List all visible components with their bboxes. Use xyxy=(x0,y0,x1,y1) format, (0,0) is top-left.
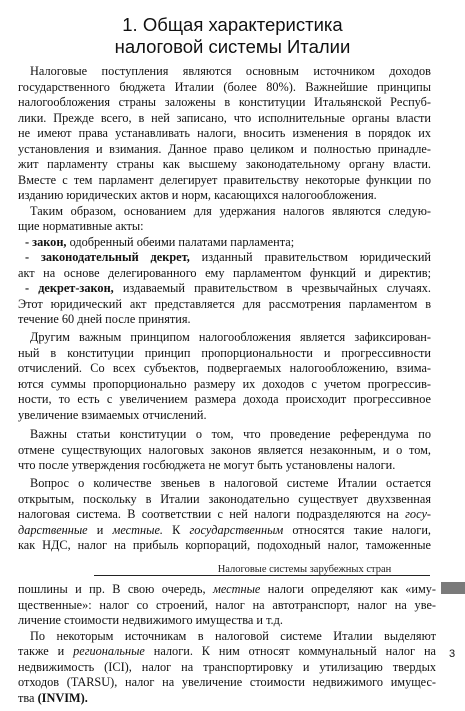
paragraph-line: налоговая система. В соответствии с ней налоги подразделяются на госу- xyxy=(18,507,431,521)
paragraph-line: Другим важным принципом налогообложения является зафиксирован- xyxy=(30,330,431,344)
paragraph-line: как НДС, налог на прибыль корпораций, подоходный налог, таможенные xyxy=(18,538,431,552)
paragraph-line: Таким образом, основанием для удержания налогов являются следую- xyxy=(30,204,431,218)
paragraph-line: ный в конституции принцип пропорциональности и прогрессивности xyxy=(18,346,431,360)
paragraph-line: недвижимость (ICI), налог на транспортировку и утилизацию твердых xyxy=(18,660,436,674)
paragraph-line: Вопрос о количестве звеньев в налоговой системе Италии остается xyxy=(30,476,431,490)
paragraph-line: отходов (TARSU), налог на увеличение стоимости недвижимого имущес- xyxy=(18,675,436,689)
paragraph-line: Этот юридический акт представляется для рассмотрения парламентом в xyxy=(18,297,431,311)
paragraph-line: Важны статьи конституции о том, что проведение референдума по xyxy=(30,427,431,441)
paragraph-line: По некоторым источникам в налоговой системе Италии выделяют xyxy=(30,629,436,643)
paragraph-line: щественные»: налог со строений, налог на автотранспорт, налог на уве- xyxy=(18,598,436,612)
paragraph-line: акт на основе делегированного ему парламентом функций и директив; xyxy=(18,266,431,280)
paragraph-line: отчислений. Со всех субъектов, подвергаемых налогообложению, взима- xyxy=(18,361,431,375)
paragraph-line: жит парламенту страны как высшему законодательному органу власти. xyxy=(18,157,431,171)
paragraph-line: тва (INVIM). xyxy=(18,691,88,705)
paragraph-line: государственного бюджета Италии (более 80%). Важнейшие принципы xyxy=(18,80,431,94)
margin-mark: 3 xyxy=(449,648,456,660)
paragraph-line: личение стоимости недвижимого имущества и т.д. xyxy=(18,613,283,627)
paragraph-line: также и региональные налоги. К ним относят коммунальный налог на xyxy=(18,644,437,658)
term-decree-law: - декрет-закон, xyxy=(25,281,114,295)
paragraph-line: ности, то есть с увеличением размера дохода происходит прогрессивное xyxy=(18,392,431,406)
list-item-legislative-decree: - законодательный декрет, изданный правительством юридический xyxy=(25,250,431,264)
paragraph-line: щие нормативные акты: xyxy=(18,219,144,233)
paragraph-line: течение 60 дней после принятия. xyxy=(18,312,191,326)
list-item-decree-law: - декрет-закон, издаваемый правительством в чрезвычайных случаях. xyxy=(25,281,431,295)
paragraph-line: пошлины и пр. В свою очередь, местные налоги определяют как «иму- xyxy=(18,582,436,596)
list-item-law: - закон, одобренный обеими палатами парламента; xyxy=(25,235,295,249)
paragraph-line: изданию юридических актов и норм, касающихся налогообложения. xyxy=(18,188,377,202)
paragraph-line: ются суммы пропорционально размеру их доходов с учетом прогрессив- xyxy=(18,377,431,391)
paragraph-line: отмене существующих налоговых законов является незаконным, и о том, xyxy=(18,443,431,457)
chapter-title-line-1: 1. Общая характеристика xyxy=(122,14,343,35)
paragraph-line: Вместе с тем парламент делегирует правительству некоторые функции по xyxy=(18,173,431,187)
chapter-title-line-2: налоговой системы Италии xyxy=(114,36,351,57)
margin-bar xyxy=(441,582,465,594)
running-head: Налоговые системы зарубежных стран xyxy=(217,564,392,575)
paragraph-line: дарственные и местные. К государственным относятся такие налоги, xyxy=(18,523,432,537)
paragraph-line: налогообложения страны заложены в конституции Итальянской Респуб- xyxy=(18,95,431,109)
paragraph-line: Налоговые поступления являются основным источником доходов xyxy=(30,64,431,78)
paragraph-line: открытым, поскольку в Италии законодательно существует двухзвенная xyxy=(18,492,431,506)
running-head-rule xyxy=(94,575,430,576)
paragraph-line: увеличение взимаемых отчислений. xyxy=(18,408,207,422)
term-law: - закон, xyxy=(25,235,67,249)
paragraph-line: лики. Прежде всего, в ней записано, что исполнительные органы власти xyxy=(18,111,431,125)
term-legislative-decree: - законодательный декрет, xyxy=(25,250,190,264)
paragraph-line: что после утверждения госбюджета не могут быть установлены налоги. xyxy=(18,458,396,472)
paragraph-line: установления и взимания. Данное право целиком и полностью принадле- xyxy=(18,142,431,156)
paragraph-line: не имеют права устанавливать налоги, вносить изменения в порядок их xyxy=(18,126,431,140)
